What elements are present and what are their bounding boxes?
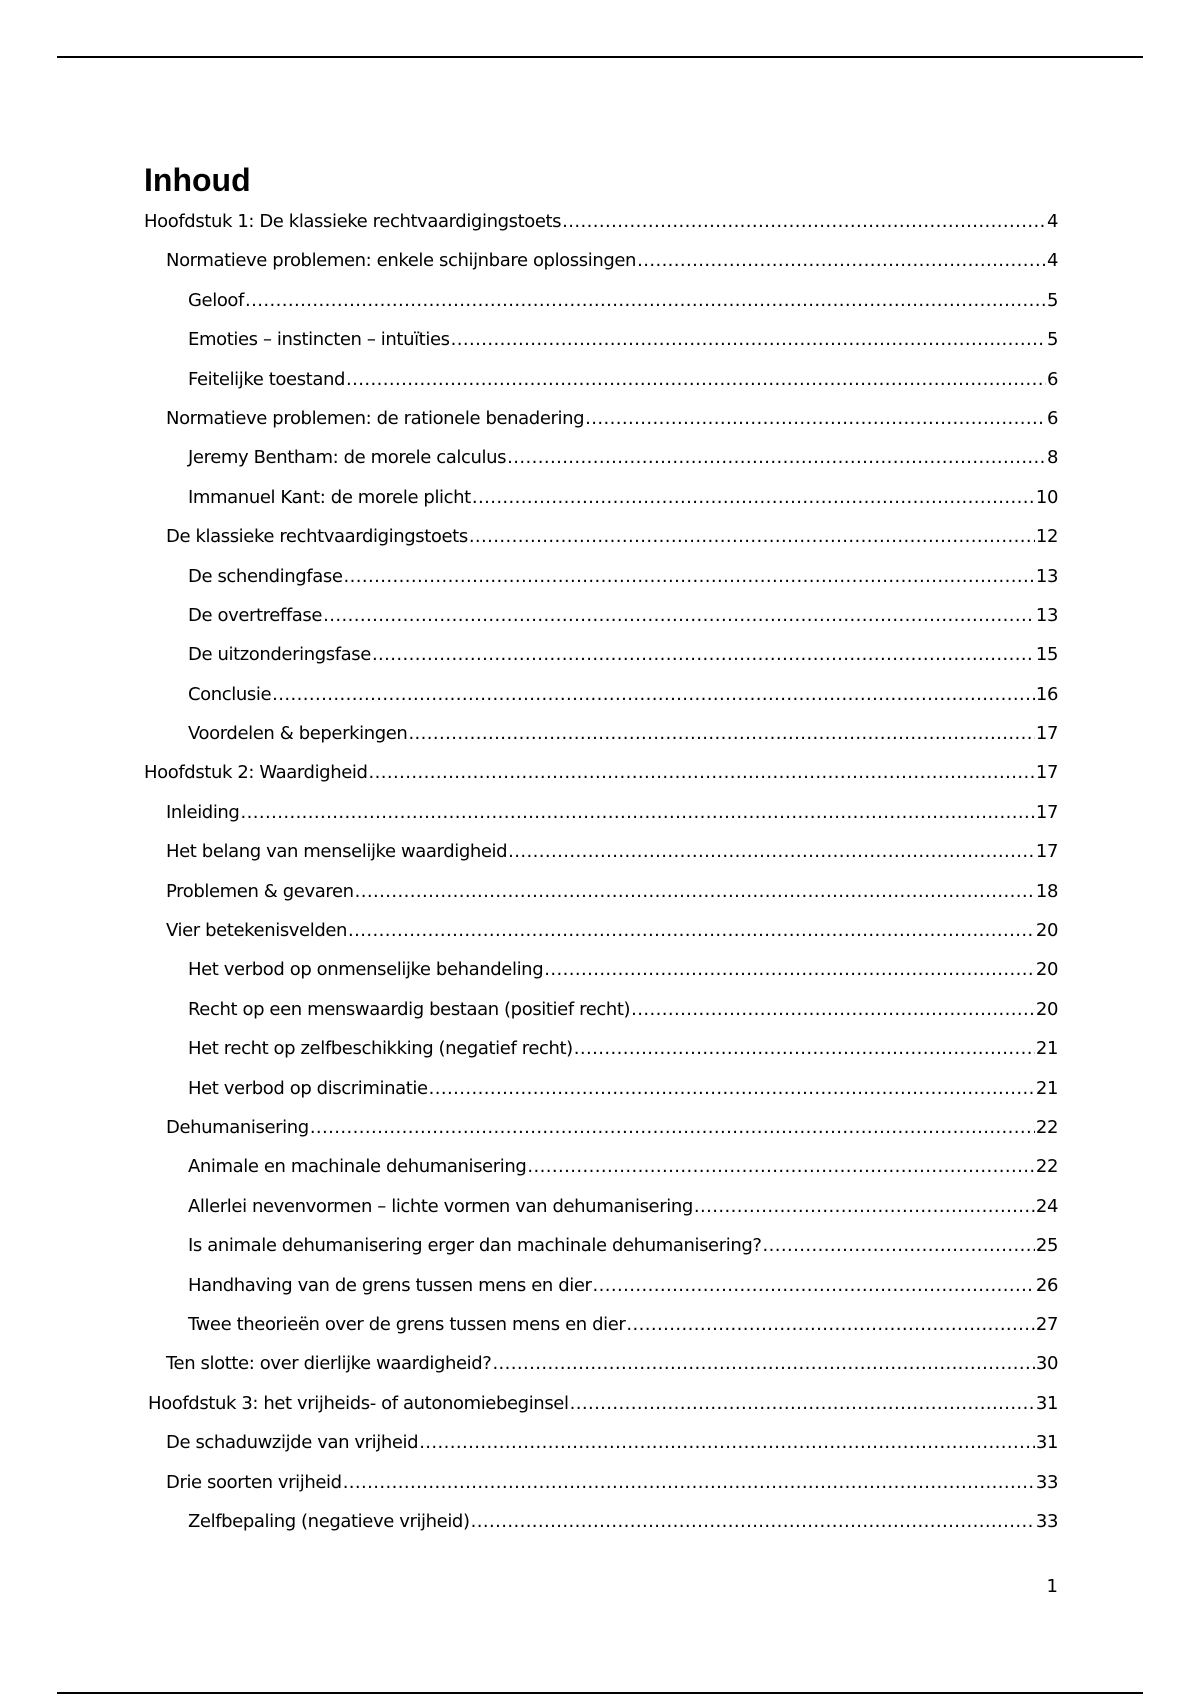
toc-entry-page: 4 [1046, 211, 1058, 232]
toc-entry-title: De schaduwzijde van vrijheid [166, 1432, 419, 1454]
toc-dot-leader [631, 999, 1035, 1020]
toc-entry-page: 33 [1035, 1471, 1058, 1493]
toc-dot-leader [369, 762, 1035, 783]
toc-entry[interactable] [144, 1117, 1058, 1156]
toc-entry[interactable] [144, 1511, 1058, 1550]
toc-entry[interactable] [144, 1353, 1058, 1392]
toc-dot-leader [240, 802, 1034, 823]
toc-dot-leader [469, 526, 1035, 547]
toc-dot-leader [593, 1275, 1035, 1296]
toc-entry-page: 17 [1035, 762, 1058, 784]
toc-dot-leader [245, 290, 1046, 311]
toc-dot-leader [562, 211, 1046, 232]
toc-entry[interactable] [144, 881, 1058, 920]
toc-entry-title: Normatieve problemen: enkele schijnbare oplossingen [166, 250, 637, 272]
toc-entry-title: Problemen & gevaren [166, 880, 354, 902]
toc-entry-page: 25 [1035, 1235, 1058, 1257]
toc-dot-leader [507, 447, 1046, 468]
toc-entry-page: 4 [1046, 250, 1058, 272]
toc-entry-title: Feitelijke toestand [188, 368, 346, 390]
table-of-contents [144, 160, 1058, 1550]
toc-dot-leader [429, 1078, 1035, 1099]
toc-entry[interactable] [144, 329, 1058, 368]
toc-entry[interactable] [144, 1432, 1058, 1471]
toc-entry[interactable] [144, 290, 1058, 329]
toc-dot-leader [694, 1196, 1035, 1217]
toc-list [144, 211, 1058, 1550]
toc-entry-title: De overtreffase [188, 604, 323, 626]
toc-entry[interactable] [144, 1196, 1058, 1235]
toc-entry-title: Zelfbepaling (negatieve vrijheid) [188, 1510, 470, 1532]
toc-dot-leader [763, 1235, 1035, 1256]
toc-dot-leader [472, 487, 1035, 508]
toc-dot-leader [348, 920, 1035, 941]
toc-entry-page: 20 [1035, 998, 1058, 1020]
toc-entry-page: 21 [1035, 1077, 1058, 1099]
toc-entry[interactable] [144, 408, 1058, 447]
toc-entry[interactable] [144, 1235, 1058, 1274]
toc-entry-title: Het verbod op onmenselijke behandeling [188, 959, 544, 981]
toc-entry-page: 5 [1046, 329, 1058, 351]
toc-entry-page: 20 [1035, 959, 1058, 981]
toc-entry-page: 26 [1035, 1274, 1058, 1296]
toc-dot-leader [310, 1117, 1035, 1138]
toc-entry[interactable] [144, 1275, 1058, 1314]
toc-entry-page: 5 [1046, 289, 1058, 311]
toc-entry-page: 12 [1035, 526, 1058, 548]
toc-entry-page: 18 [1035, 880, 1058, 902]
toc-dot-leader [544, 959, 1035, 980]
toc-dot-leader [451, 329, 1046, 350]
toc-entry-title: Het recht op zelfbeschikking (negatief recht) [188, 1038, 573, 1060]
toc-dot-leader [344, 566, 1035, 587]
toc-entry[interactable] [144, 211, 1058, 250]
toc-entry-title: Drie soorten vrijheid [166, 1471, 342, 1493]
toc-dot-leader [272, 684, 1035, 705]
toc-entry-page: 31 [1035, 1432, 1058, 1454]
toc-entry[interactable] [144, 526, 1058, 565]
toc-entry-page: 24 [1035, 1195, 1058, 1217]
toc-entry-title: Hoofdstuk 1: De klassieke rechtvaardigingstoets [144, 211, 562, 232]
toc-entry-page: 17 [1035, 723, 1058, 745]
toc-dot-leader [323, 605, 1035, 626]
toc-entry[interactable] [144, 1393, 1058, 1432]
toc-entry-title: Conclusie [188, 683, 272, 705]
toc-entry-title: Handhaving van de grens tussen mens en dier [188, 1274, 592, 1296]
toc-entry-title: Het verbod op discriminatie [188, 1077, 428, 1099]
toc-entry[interactable] [144, 802, 1058, 841]
toc-entry[interactable] [144, 1314, 1058, 1353]
footer-rule [57, 1692, 1143, 1694]
toc-entry[interactable] [144, 605, 1058, 644]
toc-entry[interactable] [144, 369, 1058, 408]
toc-entry[interactable] [144, 644, 1058, 683]
toc-entry-page: 8 [1046, 447, 1058, 469]
toc-entry[interactable] [144, 250, 1058, 289]
toc-dot-leader [574, 1038, 1035, 1059]
toc-entry-page: 15 [1035, 644, 1058, 666]
toc-entry-page: 21 [1035, 1038, 1058, 1060]
toc-entry-page: 31 [1035, 1392, 1058, 1414]
toc-dot-leader [408, 723, 1034, 744]
toc-entry-title: Geloof [188, 289, 244, 311]
toc-entry-title: Jeremy Bentham: de morele calculus [188, 447, 507, 469]
toc-dot-leader [355, 881, 1035, 902]
toc-entry-title: Voordelen & beperkingen [188, 723, 408, 745]
toc-entry-title: Inleiding [166, 801, 240, 823]
toc-entry-page: 22 [1035, 1116, 1058, 1138]
toc-entry-title: Hoofdstuk 2: Waardigheid [144, 762, 368, 784]
toc-dot-leader [471, 1511, 1035, 1532]
toc-entry-title: De schendingfase [188, 565, 343, 587]
toc-entry-title: Allerlei nevenvormen – lichte vormen van dehumanisering [188, 1195, 693, 1217]
toc-entry[interactable] [144, 487, 1058, 526]
toc-entry[interactable] [144, 959, 1058, 998]
toc-entry-page: 22 [1035, 1156, 1058, 1178]
toc-entry[interactable] [144, 723, 1058, 762]
toc-entry-title: Dehumanisering [166, 1116, 309, 1138]
toc-entry-title: Emoties – instincten – intuïties [188, 329, 450, 351]
toc-entry-page: 27 [1035, 1313, 1058, 1335]
toc-entry-page: 33 [1035, 1510, 1058, 1532]
toc-entry[interactable] [144, 999, 1058, 1038]
toc-title: Inhoud [144, 162, 251, 198]
toc-entry[interactable] [144, 762, 1058, 801]
toc-entry[interactable] [144, 1078, 1058, 1117]
toc-dot-leader [585, 408, 1046, 429]
toc-dot-leader [372, 644, 1035, 665]
toc-entry-page: 6 [1046, 368, 1058, 390]
toc-entry-page: 13 [1035, 565, 1058, 587]
toc-dot-leader [570, 1393, 1035, 1414]
toc-entry-title: Is animale dehumanisering erger dan machinale dehumanisering? [188, 1235, 762, 1257]
toc-entry-title: Hoofdstuk 3: het vrijheids- of autonomiebeginsel [148, 1392, 569, 1414]
toc-dot-leader [626, 1314, 1035, 1335]
toc-entry[interactable] [144, 841, 1058, 880]
toc-entry-title: De uitzonderingsfase [188, 644, 371, 666]
toc-entry-page: 16 [1035, 683, 1058, 705]
toc-entry-title: De klassieke rechtvaardigingstoets [166, 526, 468, 548]
header-rule [57, 56, 1143, 58]
toc-dot-leader [508, 841, 1035, 862]
toc-dot-leader [637, 250, 1046, 271]
toc-dot-leader [343, 1472, 1035, 1493]
page-number: 1 [1046, 1576, 1058, 1597]
toc-dot-leader [492, 1353, 1034, 1374]
toc-entry-title: Het belang van menselijke waardigheid [166, 841, 508, 863]
toc-entry[interactable] [144, 566, 1058, 605]
toc-entry-title: Immanuel Kant: de morele plicht [188, 486, 471, 508]
toc-entry-page: 30 [1035, 1353, 1058, 1375]
toc-entry-page: 6 [1046, 407, 1058, 429]
toc-dot-leader [527, 1156, 1035, 1177]
toc-entry-title: Recht op een menswaardig bestaan (positief recht) [188, 998, 631, 1020]
toc-entry-page: 13 [1035, 604, 1058, 626]
toc-entry[interactable] [144, 920, 1058, 959]
toc-entry-title: Normatieve problemen: de rationele benadering [166, 407, 585, 429]
toc-entry-page: 20 [1035, 920, 1058, 942]
toc-entry-page: 10 [1035, 486, 1058, 508]
toc-entry[interactable] [144, 1472, 1058, 1511]
toc-entry[interactable] [144, 1156, 1058, 1195]
toc-entry-page: 17 [1035, 801, 1058, 823]
toc-dot-leader [419, 1432, 1035, 1453]
toc-entry[interactable] [144, 1038, 1058, 1077]
toc-dot-leader [346, 369, 1046, 390]
toc-entry-title: Vier betekenisvelden [166, 920, 348, 942]
toc-entry-title: Twee theorieën over de grens tussen mens en dier [188, 1313, 626, 1335]
toc-entry-title: Ten slotte: over dierlijke waardigheid? [166, 1353, 492, 1375]
toc-entry[interactable] [144, 684, 1058, 723]
toc-entry-page: 17 [1035, 841, 1058, 863]
toc-entry-title: Animale en machinale dehumanisering [188, 1156, 527, 1178]
toc-entry[interactable] [144, 447, 1058, 486]
